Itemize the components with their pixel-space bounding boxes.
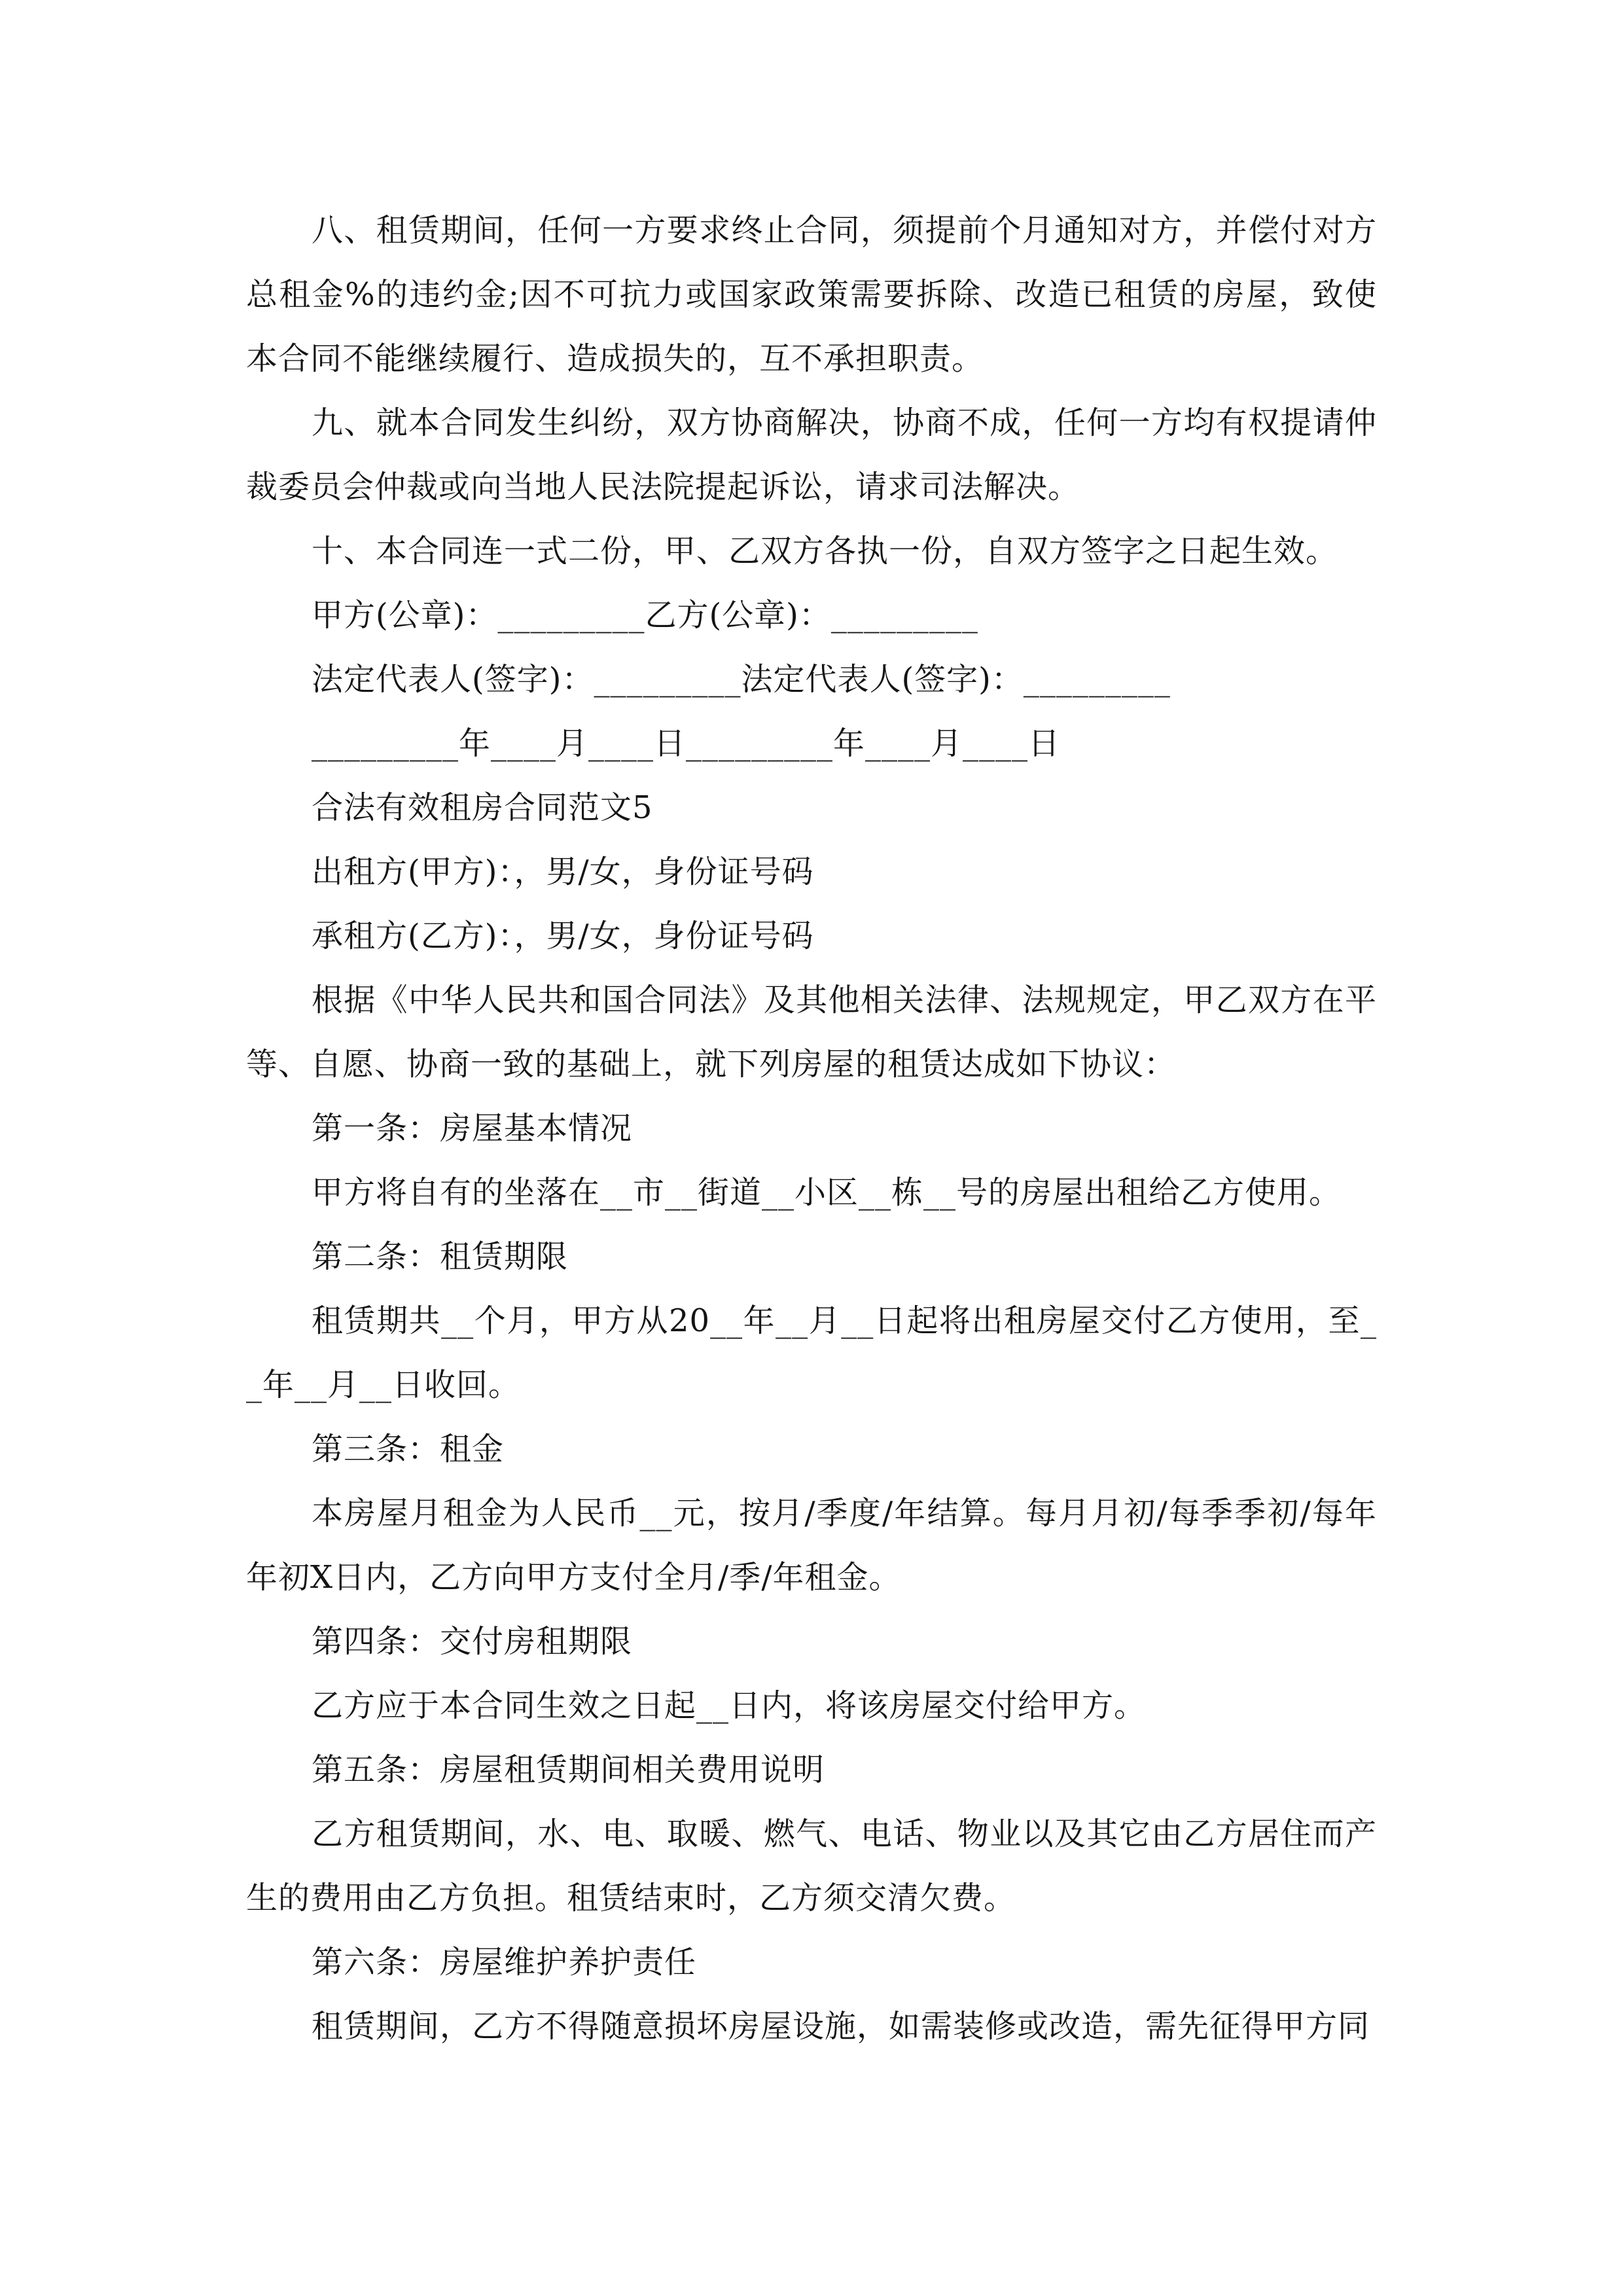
document-body: [246, 198, 1377, 2058]
clause-9-disputes: 九、就本合同发生纠纷，双方协商解决，协商不成，任何一方均有权提请仲裁委员会仲裁或向当地人民法院提起诉讼，请求司法解决。: [246, 404, 1377, 505]
clause-10-copies: 十、本合同连一式二份，甲、乙双方各执一份，自双方签字之日起生效。: [312, 533, 1338, 569]
article-1-heading: 第一条：房屋基本情况: [312, 1110, 633, 1147]
clause-8-termination: 八、租赁期间，任何一方要求终止合同，须提前个月通知对方，并偿付对方总租金%的违约金;因不可抗力或国家政策需要拆除、改造已租赁的房屋，致使本合同不能继续履行、造成损失的，互不承担职责。: [246, 212, 1377, 377]
article-1-text: 甲方将自有的坐落在__市__街道__小区__栋__号的房屋出租给乙方使用。: [312, 1174, 1342, 1211]
article-6-heading: 第六条：房屋维护养护责任: [312, 1944, 697, 1981]
article-4-heading: 第四条：交付房租期限: [312, 1623, 633, 1660]
signature-representative-line: 法定代表人(签字)：_________法定代表人(签字)：_________: [312, 661, 1171, 698]
article-4-text: 乙方应于本合同生效之日起__日内，将该房屋交付给甲方。: [312, 1687, 1147, 1724]
lessor-line: 出租方(甲方)：，男/女，身份证号码: [312, 853, 814, 890]
article-3-heading: 第三条：租金: [312, 1431, 505, 1467]
signature-seal-line: 甲方(公章)：_________乙方(公章)：_________: [312, 597, 978, 634]
lessee-line: 承租方(乙方)：，男/女，身份证号码: [312, 918, 814, 954]
article-5-text: 乙方租赁期间，水、电、取暖、燃气、电话、物业以及其它由乙方居住而产生的费用由乙方负担。租赁结束时，乙方须交清欠费。: [246, 1816, 1377, 1916]
article-3-text: 本房屋月租金为人民币__元，按月/季度/年结算。每月月初/每季季初/每年年初X日内，乙方向甲方支付全月/季/年租金。: [246, 1495, 1377, 1596]
preamble: 根据《中华人民共和国合同法》及其他相关法律、法规规定，甲乙双方在平等、自愿、协商一致的基础上，就下列房屋的租赁达成如下协议：: [246, 982, 1377, 1083]
section-title: 合法有效租房合同范文5: [312, 789, 653, 826]
article-5-heading: 第五条：房屋租赁期间相关费用说明: [312, 1751, 825, 1788]
signature-date-line: _________年____月____日_________年____月____日: [312, 725, 1061, 762]
article-6-text: 租赁期间，乙方不得随意损坏房屋设施，如需装修或改造，需先征得甲方同: [312, 2008, 1370, 2045]
article-2-heading: 第二条：租赁期限: [312, 1238, 569, 1275]
article-2-text: 租赁期共__个月，甲方从20__年__月__日起将出租房屋交付乙方使用，至__年__月__日收回。: [246, 1302, 1377, 1403]
